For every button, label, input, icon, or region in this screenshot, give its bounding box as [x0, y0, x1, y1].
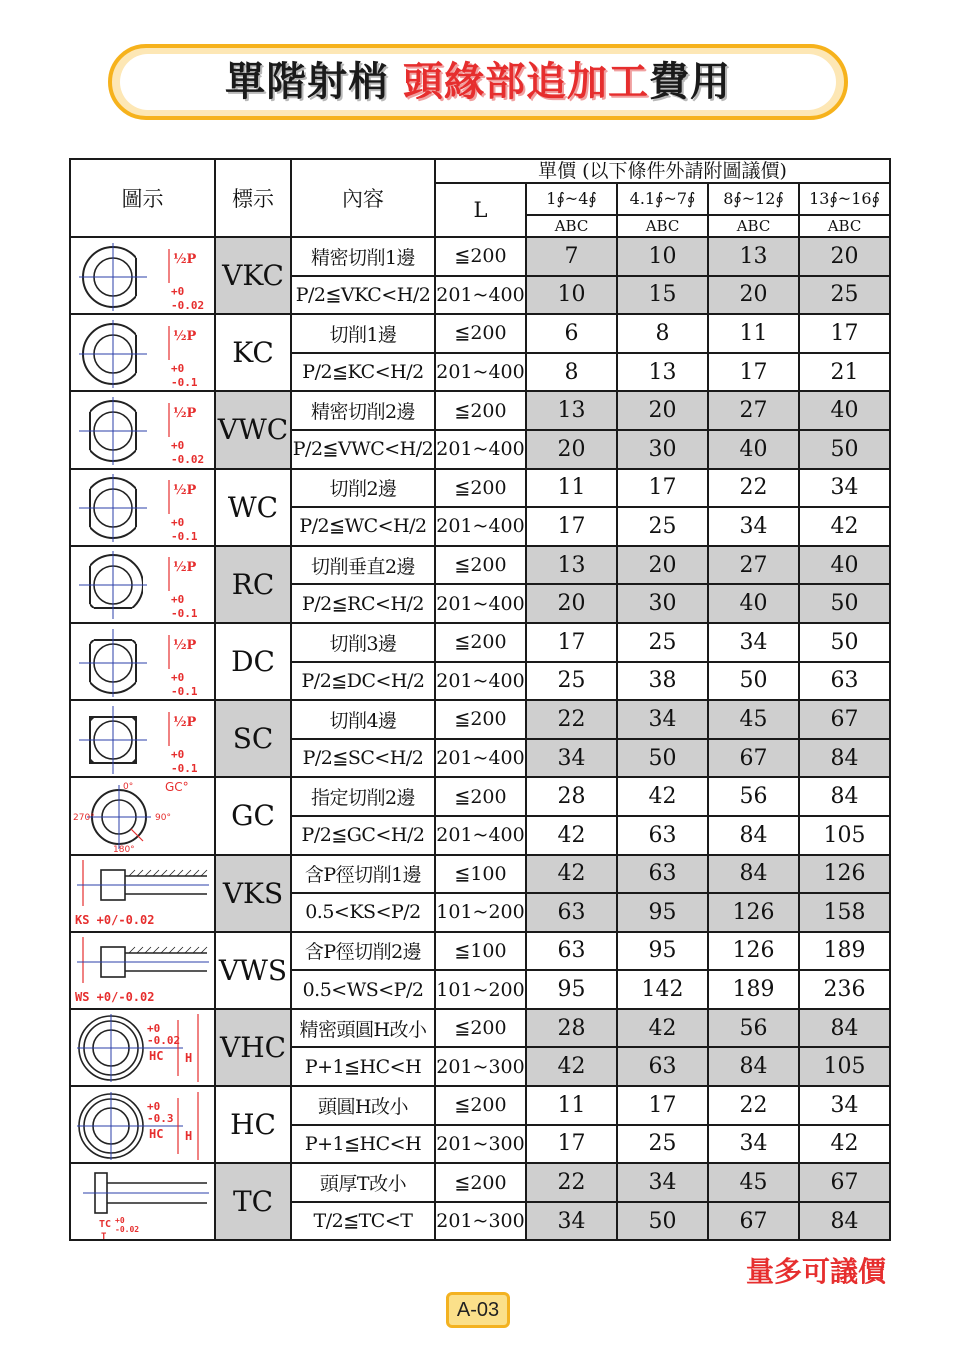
content-cell: P/2≦KC<H/2: [291, 353, 435, 392]
price-cell: 63: [526, 932, 617, 971]
gc-icon: [70, 777, 215, 854]
header-range: 1∮~4∮: [526, 183, 617, 215]
header-abc: ABC: [526, 215, 617, 237]
content-cell: 含P徑切削1邊: [291, 855, 435, 894]
price-cell: 40: [708, 430, 799, 469]
svg-text:½P: ½P: [172, 560, 196, 576]
price-cell: 40: [799, 546, 890, 585]
svg-text:H: H: [184, 1128, 192, 1143]
price-cell: 10: [526, 276, 617, 315]
price-cell: 42: [526, 816, 617, 855]
price-cell: 38: [617, 662, 708, 701]
price-cell: 11: [526, 469, 617, 508]
price-cell: 20: [617, 546, 708, 585]
svg-text:GC°: GC°: [164, 779, 189, 794]
content-cell: P/2≦GC<H/2: [291, 816, 435, 855]
svg-text:90°: 90°: [154, 812, 171, 823]
table-row: [70, 391, 890, 430]
price-cell: 50: [617, 739, 708, 778]
header-diagram: 圖示: [70, 159, 215, 237]
price-table: [69, 158, 891, 1241]
svg-text:½P: ½P: [172, 483, 196, 499]
price-cell: 42: [799, 1125, 890, 1164]
content-cell: 指定切削2邊: [291, 777, 435, 816]
header-abc: ABC: [617, 215, 708, 237]
page-number: A-03: [446, 1292, 510, 1328]
price-cell: 7: [526, 237, 617, 276]
price-cell: 50: [799, 584, 890, 623]
length-cell: ≦200: [435, 623, 526, 662]
price-cell: 42: [526, 855, 617, 894]
price-cell: 28: [526, 777, 617, 816]
svg-text:-0.02: -0.02: [170, 298, 204, 312]
svg-text:+0: +0: [170, 670, 184, 684]
svg-text:½P: ½P: [172, 251, 196, 267]
process-mark: TC: [215, 1163, 291, 1240]
table-row: [70, 1009, 890, 1048]
price-cell: 17: [799, 314, 890, 353]
length-cell: 101~200: [435, 893, 526, 932]
svg-text:H: H: [184, 1051, 192, 1066]
header-abc: ABC: [708, 215, 799, 237]
content-cell: 頭厚T改小: [291, 1163, 435, 1202]
svg-text:½P: ½P: [172, 714, 196, 730]
kc-icon: [70, 314, 215, 391]
price-cell: 50: [799, 430, 890, 469]
price-cell: 84: [799, 777, 890, 816]
vks-icon: [70, 855, 215, 932]
svg-text:+0: +0: [170, 361, 184, 375]
price-cell: 22: [708, 1086, 799, 1125]
price-cell: 34: [526, 739, 617, 778]
process-mark: VWS: [215, 932, 291, 1009]
bulk-discount-note: 量多可議價: [745, 1255, 886, 1288]
content-cell: 切削1邊: [291, 314, 435, 353]
svg-text:-0.1: -0.1: [170, 607, 197, 621]
table-row: [70, 700, 890, 739]
length-cell: 201~400: [435, 584, 526, 623]
vkc-icon: [70, 237, 215, 314]
length-cell: 201~400: [435, 739, 526, 778]
content-cell: 切削2邊: [291, 469, 435, 508]
price-cell: 63: [617, 816, 708, 855]
svg-text:-0.1: -0.1: [170, 530, 197, 544]
process-mark: GC: [215, 777, 291, 854]
price-cell: 17: [526, 507, 617, 546]
svg-text:WS +0/-0.02: WS +0/-0.02: [74, 990, 154, 1005]
vhc-icon: [70, 1009, 215, 1086]
price-cell: 34: [799, 469, 890, 508]
price-cell: 30: [617, 430, 708, 469]
svg-text:+0: +0: [170, 593, 184, 607]
content-cell: P/2≦VWC<H/2: [291, 430, 435, 469]
length-cell: 201~400: [435, 353, 526, 392]
table-row: [70, 932, 890, 971]
price-cell: 13: [526, 546, 617, 585]
svg-text:270°: 270°: [72, 812, 95, 823]
content-cell: P/2≦DC<H/2: [291, 662, 435, 701]
title-part3: 費用: [649, 59, 731, 105]
process-mark: KC: [215, 314, 291, 391]
hc-icon: [70, 1086, 215, 1163]
price-cell: 84: [799, 1009, 890, 1048]
content-cell: T/2≦TC<T: [291, 1202, 435, 1241]
price-cell: 63: [799, 662, 890, 701]
svg-text:½P: ½P: [172, 637, 196, 653]
price-cell: 11: [708, 314, 799, 353]
price-cell: 126: [799, 855, 890, 894]
length-cell: 201~400: [435, 816, 526, 855]
price-cell: 84: [708, 1047, 799, 1086]
process-mark: RC: [215, 546, 291, 623]
svg-text:+0: +0: [170, 438, 184, 452]
svg-text:180°: 180°: [112, 844, 135, 853]
header-range: 13∮~16∮: [799, 183, 890, 215]
price-cell: 8: [617, 314, 708, 353]
price-table-body: [70, 237, 890, 1240]
svg-text:+0: +0: [114, 1215, 125, 1225]
content-cell: P/2≦SC<H/2: [291, 739, 435, 778]
header-unit-price: 單價 (以下條件外請附圖議價): [435, 159, 890, 183]
price-cell: 63: [617, 855, 708, 894]
header-length: L: [435, 183, 526, 237]
price-cell: 67: [799, 700, 890, 739]
svg-text:+0: +0: [170, 516, 184, 530]
length-cell: ≦200: [435, 1009, 526, 1048]
content-cell: 0.5<KS<P/2: [291, 893, 435, 932]
length-cell: 201~300: [435, 1125, 526, 1164]
price-cell: 67: [708, 739, 799, 778]
price-cell: 20: [799, 237, 890, 276]
length-cell: ≦100: [435, 855, 526, 894]
content-cell: 0.5<WS<P/2: [291, 970, 435, 1009]
price-cell: 84: [708, 855, 799, 894]
price-cell: 17: [617, 1086, 708, 1125]
length-cell: ≦200: [435, 1086, 526, 1125]
price-cell: 40: [708, 584, 799, 623]
price-cell: 67: [708, 1202, 799, 1241]
price-cell: 84: [799, 739, 890, 778]
price-cell: 67: [799, 1163, 890, 1202]
process-mark: SC: [215, 700, 291, 777]
svg-text:-0.1: -0.1: [170, 761, 197, 775]
price-cell: 22: [526, 700, 617, 739]
process-mark: VWC: [215, 391, 291, 468]
price-cell: 189: [708, 970, 799, 1009]
price-cell: 27: [708, 391, 799, 430]
price-cell: 17: [708, 353, 799, 392]
table-row: [70, 777, 890, 816]
svg-text:-0.02: -0.02: [170, 452, 204, 466]
title-part1: 單階射梢: [225, 59, 389, 105]
content-cell: 精密頭圓H改小: [291, 1009, 435, 1048]
svg-text:-0.02: -0.02: [146, 1034, 180, 1048]
rc-icon: [70, 546, 215, 623]
length-cell: ≦200: [435, 237, 526, 276]
svg-text:TC: TC: [98, 1218, 111, 1230]
vws-icon: [70, 932, 215, 1009]
process-mark: VHC: [215, 1009, 291, 1086]
length-cell: ≦200: [435, 391, 526, 430]
sc-icon: [70, 700, 215, 777]
vwc-icon: [70, 391, 215, 468]
price-cell: 30: [617, 584, 708, 623]
content-cell: 頭圓H改小: [291, 1086, 435, 1125]
price-cell: 158: [799, 893, 890, 932]
price-cell: 17: [617, 469, 708, 508]
price-cell: 34: [526, 1202, 617, 1241]
price-cell: 63: [526, 893, 617, 932]
table-row: [70, 314, 890, 353]
table-row: [70, 1163, 890, 1202]
page-title: [120, 54, 836, 110]
price-cell: 20: [617, 391, 708, 430]
price-cell: 42: [617, 777, 708, 816]
header-mark: 標示: [215, 159, 291, 237]
process-mark: VKS: [215, 855, 291, 932]
length-cell: ≦200: [435, 1163, 526, 1202]
price-cell: 15: [617, 276, 708, 315]
price-cell: 189: [799, 932, 890, 971]
dc-icon: [70, 623, 215, 700]
price-cell: 13: [708, 237, 799, 276]
price-cell: 10: [617, 237, 708, 276]
header-content: 內容: [291, 159, 435, 237]
length-cell: ≦100: [435, 932, 526, 971]
length-cell: 201~400: [435, 507, 526, 546]
price-cell: 50: [617, 1202, 708, 1241]
content-cell: P/2≦VKC<H/2: [291, 276, 435, 315]
process-mark: VKC: [215, 237, 291, 314]
svg-text:T: T: [100, 1231, 106, 1239]
price-cell: 42: [799, 507, 890, 546]
price-cell: 13: [526, 391, 617, 430]
title-part2: 頭緣部追加工: [403, 59, 649, 105]
content-cell: 切削3邊: [291, 623, 435, 662]
price-cell: 126: [708, 893, 799, 932]
price-cell: 20: [526, 430, 617, 469]
price-cell: 25: [799, 276, 890, 315]
price-cell: 17: [526, 1125, 617, 1164]
price-cell: 25: [617, 623, 708, 662]
price-cell: 34: [708, 507, 799, 546]
length-cell: 201~300: [435, 1047, 526, 1086]
price-cell: 40: [799, 391, 890, 430]
content-cell: 精密切削2邊: [291, 391, 435, 430]
length-cell: 201~300: [435, 1202, 526, 1241]
price-cell: 34: [617, 700, 708, 739]
price-cell: 45: [708, 700, 799, 739]
content-cell: P/2≦RC<H/2: [291, 584, 435, 623]
price-cell: 6: [526, 314, 617, 353]
svg-text:HC: HC: [148, 1049, 163, 1064]
length-cell: ≦200: [435, 314, 526, 353]
content-cell: 含P徑切削2邊: [291, 932, 435, 971]
price-cell: 95: [617, 932, 708, 971]
tc-icon: [70, 1163, 215, 1240]
length-cell: ≦200: [435, 546, 526, 585]
process-mark: HC: [215, 1086, 291, 1163]
price-cell: 50: [708, 662, 799, 701]
content-cell: 切削垂直2邊: [291, 546, 435, 585]
price-cell: 34: [617, 1163, 708, 1202]
price-cell: 95: [526, 970, 617, 1009]
price-cell: 42: [617, 1009, 708, 1048]
price-cell: 17: [526, 623, 617, 662]
price-cell: 28: [526, 1009, 617, 1048]
price-cell: 13: [617, 353, 708, 392]
svg-text:+0: +0: [170, 284, 184, 298]
price-cell: 105: [799, 816, 890, 855]
price-cell: 50: [799, 623, 890, 662]
price-cell: 45: [708, 1163, 799, 1202]
price-cell: 25: [617, 1125, 708, 1164]
price-cell: 27: [708, 546, 799, 585]
wc-icon: [70, 469, 215, 546]
price-cell: 21: [799, 353, 890, 392]
price-cell: 42: [526, 1047, 617, 1086]
table-row: [70, 1086, 890, 1125]
table-row: [70, 623, 890, 662]
table-row: [70, 237, 890, 276]
price-cell: 20: [708, 276, 799, 315]
price-cell: 105: [799, 1047, 890, 1086]
process-mark: DC: [215, 623, 291, 700]
table-row: [70, 546, 890, 585]
table-row: [70, 855, 890, 894]
svg-text:-0.3: -0.3: [146, 1111, 173, 1125]
price-cell: 56: [708, 1009, 799, 1048]
process-mark: WC: [215, 469, 291, 546]
content-cell: P+1≦HC<H: [291, 1125, 435, 1164]
price-cell: 84: [799, 1202, 890, 1241]
length-cell: 101~200: [435, 970, 526, 1009]
svg-text:-0.1: -0.1: [170, 375, 197, 389]
price-cell: 11: [526, 1086, 617, 1125]
price-cell: 34: [708, 1125, 799, 1164]
price-cell: 34: [799, 1086, 890, 1125]
price-cell: 56: [708, 777, 799, 816]
price-cell: 142: [617, 970, 708, 1009]
price-cell: 34: [708, 623, 799, 662]
length-cell: ≦200: [435, 469, 526, 508]
svg-text:+0: +0: [146, 1022, 160, 1036]
price-cell: 63: [617, 1047, 708, 1086]
price-cell: 22: [526, 1163, 617, 1202]
svg-text:KS +0/-0.02: KS +0/-0.02: [74, 913, 154, 928]
price-cell: 84: [708, 816, 799, 855]
price-cell: 95: [617, 893, 708, 932]
svg-text:+0: +0: [146, 1099, 160, 1113]
svg-text:+0: +0: [170, 747, 184, 761]
price-cell: 25: [526, 662, 617, 701]
header-abc: ABC: [799, 215, 890, 237]
header-range: 4.1∮~7∮: [617, 183, 708, 215]
content-cell: P+1≦HC<H: [291, 1047, 435, 1086]
svg-text:½P: ½P: [172, 328, 196, 344]
length-cell: 201~400: [435, 276, 526, 315]
content-cell: 精密切削1邊: [291, 237, 435, 276]
title-banner: [108, 44, 848, 120]
length-cell: 201~400: [435, 662, 526, 701]
table-row: [70, 469, 890, 508]
price-cell: 22: [708, 469, 799, 508]
length-cell: ≦200: [435, 700, 526, 739]
price-cell: 126: [708, 932, 799, 971]
price-cell: 20: [526, 584, 617, 623]
svg-text:-0.02: -0.02: [114, 1224, 139, 1234]
length-cell: ≦200: [435, 777, 526, 816]
content-cell: P/2≦WC<H/2: [291, 507, 435, 546]
svg-text:-0.1: -0.1: [170, 684, 197, 698]
svg-text:HC: HC: [148, 1126, 163, 1141]
svg-text:0°: 0°: [122, 781, 133, 792]
svg-text:½P: ½P: [172, 405, 196, 421]
content-cell: 切削4邊: [291, 700, 435, 739]
header-range: 8∮~12∮: [708, 183, 799, 215]
price-cell: 8: [526, 353, 617, 392]
length-cell: 201~400: [435, 430, 526, 469]
price-cell: 25: [617, 507, 708, 546]
price-cell: 236: [799, 970, 890, 1009]
